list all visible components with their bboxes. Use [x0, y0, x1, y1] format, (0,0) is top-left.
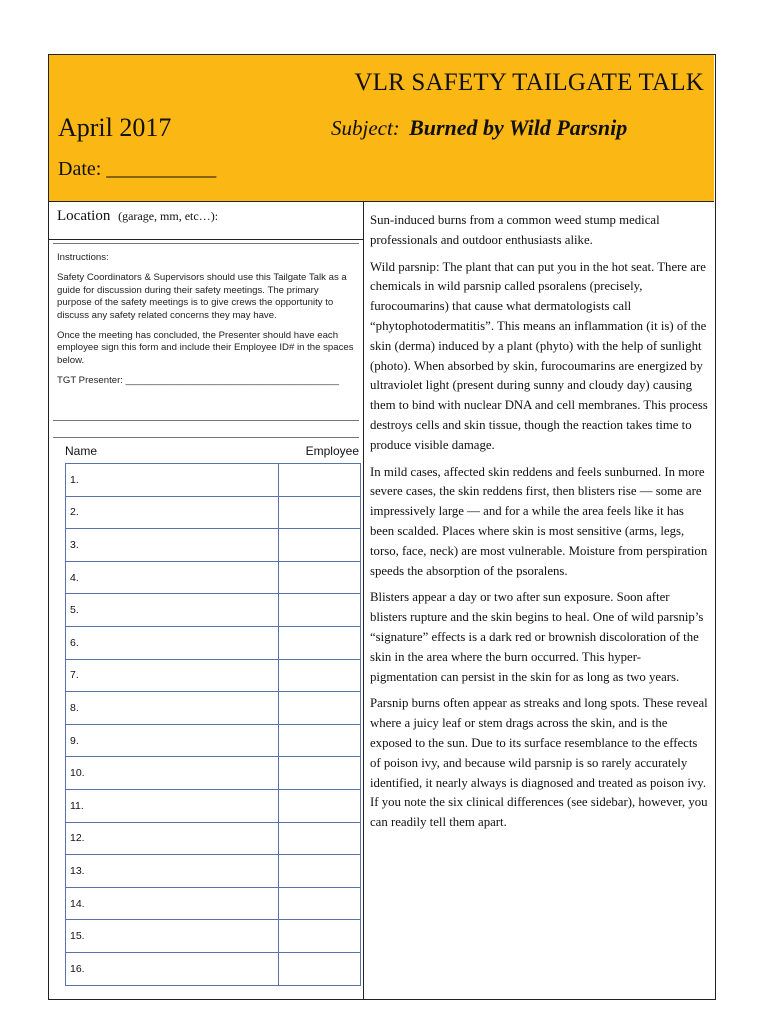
signature-name-cell[interactable]: 15.: [66, 920, 279, 953]
article-paragraph-2: Wild parsnip: The plant that can put you in the hot seat. There are chemicals in wild parsnip called psoralens (precisely, furocoumarins) that cause what dermatologists call “phytophotodermatitis”. This means an inflammation (it is) of the skin (derma) induced by a plant (phyto) with the help of sunlight (photo). When absorbed by skin, furocoumarins are energized by ultraviolet light (present during sunny and cloudy day) causing them to bind with nuclear DNA and cell membranes. This process destroys cells and skin tissue, though the reaction takes time to produce visible damage.: [370, 259, 708, 452]
table-row: [66, 887, 361, 920]
table-row: [66, 757, 361, 790]
signin-section: [53, 437, 359, 1000]
table-row: [66, 855, 361, 888]
employee-id-cell[interactable]: [278, 594, 360, 627]
table-row: [66, 626, 361, 659]
signature-name-cell[interactable]: 5.: [66, 594, 279, 627]
employee-id-cell[interactable]: [278, 626, 360, 659]
employee-id-cell[interactable]: [278, 789, 360, 822]
subject-label: Subject:: [331, 116, 400, 140]
employee-id-cell[interactable]: [278, 855, 360, 888]
employee-id-cell[interactable]: [278, 887, 360, 920]
name-column-header: Name: [65, 444, 98, 458]
signin-table: [65, 463, 361, 986]
instructions-paragraph-2: Once the meeting has concluded, the Presenter should have each employee sign this form and include their Employee ID# in the spaces below.: [57, 330, 354, 366]
signature-name-cell[interactable]: 12.: [66, 822, 279, 855]
employee-id-cell[interactable]: [278, 952, 360, 985]
instructions-paragraph-1: Safety Coordinators & Supervisors should use this Tailgate Talk as a guide for discussion during their safety meetings. The primary purpose of the safety meetings is to give crews the opportunity to discuss any safety related concerns they may have.: [57, 272, 347, 321]
location-field[interactable]: [49, 201, 363, 240]
signature-name-cell[interactable]: 4.: [66, 561, 279, 594]
location-hint: (garage, mm, etc…):: [118, 209, 219, 223]
signature-name-cell[interactable]: 2.: [66, 496, 279, 529]
table-row: [66, 561, 361, 594]
location-label-text: Location: [57, 208, 111, 224]
table-row: [66, 822, 361, 855]
signature-name-cell[interactable]: 9.: [66, 724, 279, 757]
table-row: [66, 659, 361, 692]
employee-id-cell[interactable]: [278, 724, 360, 757]
instructions-box: [53, 243, 359, 421]
signature-name-cell[interactable]: 11.: [66, 789, 279, 822]
tailgate-talk-form: [48, 54, 716, 1000]
table-row: [66, 789, 361, 822]
employee-id-cell[interactable]: [278, 464, 360, 497]
article-paragraph-1: Sun-induced burns from a common weed stump medical professionals and outdoor enthusiasts alike.: [370, 213, 660, 247]
employee-id-cell[interactable]: [278, 920, 360, 953]
signature-name-cell[interactable]: 10.: [66, 757, 279, 790]
signature-name-cell[interactable]: 1.: [66, 464, 279, 497]
table-row: [66, 496, 361, 529]
signature-name-cell[interactable]: 7.: [66, 659, 279, 692]
employee-id-cell[interactable]: [278, 659, 360, 692]
signature-name-cell[interactable]: 8.: [66, 692, 279, 725]
table-row: [66, 920, 361, 953]
presenter-field[interactable]: TGT Presenter: ________________________________________: [57, 375, 340, 387]
column-divider: [363, 201, 364, 999]
table-row: [66, 692, 361, 725]
article-paragraph-3: In mild cases, affected skin reddens and feels sunburned. In more severe cases, the skin reddens first, then blisters rise — some are impressively large — and for a while the area feels like it has been scalded. Places where skin is most sensitive (arms, legs, torso, face, neck) are most vulnerable. Moisture from perspiration speeds the absorption of the psoralens.: [370, 464, 708, 578]
date-field[interactable]: Date: ___________: [58, 158, 217, 180]
article-body: [370, 211, 708, 840]
employee-id-cell[interactable]: [278, 529, 360, 562]
employee-column-header: Employee: [305, 444, 359, 458]
signature-name-cell[interactable]: 14.: [66, 887, 279, 920]
employee-id-cell[interactable]: [278, 692, 360, 725]
subject-value: Burned by Wild Parsnip: [409, 115, 628, 140]
table-row: [66, 594, 361, 627]
location-label: [57, 208, 218, 225]
table-row: [66, 529, 361, 562]
signature-name-cell[interactable]: 6.: [66, 626, 279, 659]
employee-id-cell[interactable]: [278, 757, 360, 790]
table-row: [66, 464, 361, 497]
instructions-heading: Instructions:: [57, 252, 109, 263]
article-paragraph-5: Parsnip burns often appear as streaks and long spots. These reveal where a juicy leaf or stem drags across the skin, and is the exposed to the sun. Due to its surface resemblance to the effects of poison ivy, and because wild parsnip is so rarely accurately identified, it nearly always is diagnosed and treated as poison ivy. If you note the six clinical differences (see sidebar), however, you can readily tell them apart.: [370, 696, 708, 830]
signature-name-cell[interactable]: 16.: [66, 952, 279, 985]
signature-name-cell[interactable]: 3.: [66, 529, 279, 562]
article-paragraph-4: Blisters appear a day or two after sun exposure. Soon after blisters rupture and the skin begins to heal. One of wild parsnip’s “signature” effects is a dark red or brownish discoloration of the skin in the area where the burn occurred. This hyper-pigmentation can persist in the skin for as long as two years.: [370, 590, 704, 684]
subject-line: [331, 115, 627, 141]
signature-name-cell[interactable]: 13.: [66, 855, 279, 888]
table-row: [66, 724, 361, 757]
header-banner: [49, 55, 714, 202]
document-title: VLR SAFETY TAILGATE TALK: [354, 69, 704, 96]
employee-id-cell[interactable]: [278, 496, 360, 529]
month-label: April 2017: [58, 113, 172, 142]
table-row: [66, 952, 361, 985]
employee-id-cell[interactable]: [278, 822, 360, 855]
employee-id-cell[interactable]: [278, 561, 360, 594]
